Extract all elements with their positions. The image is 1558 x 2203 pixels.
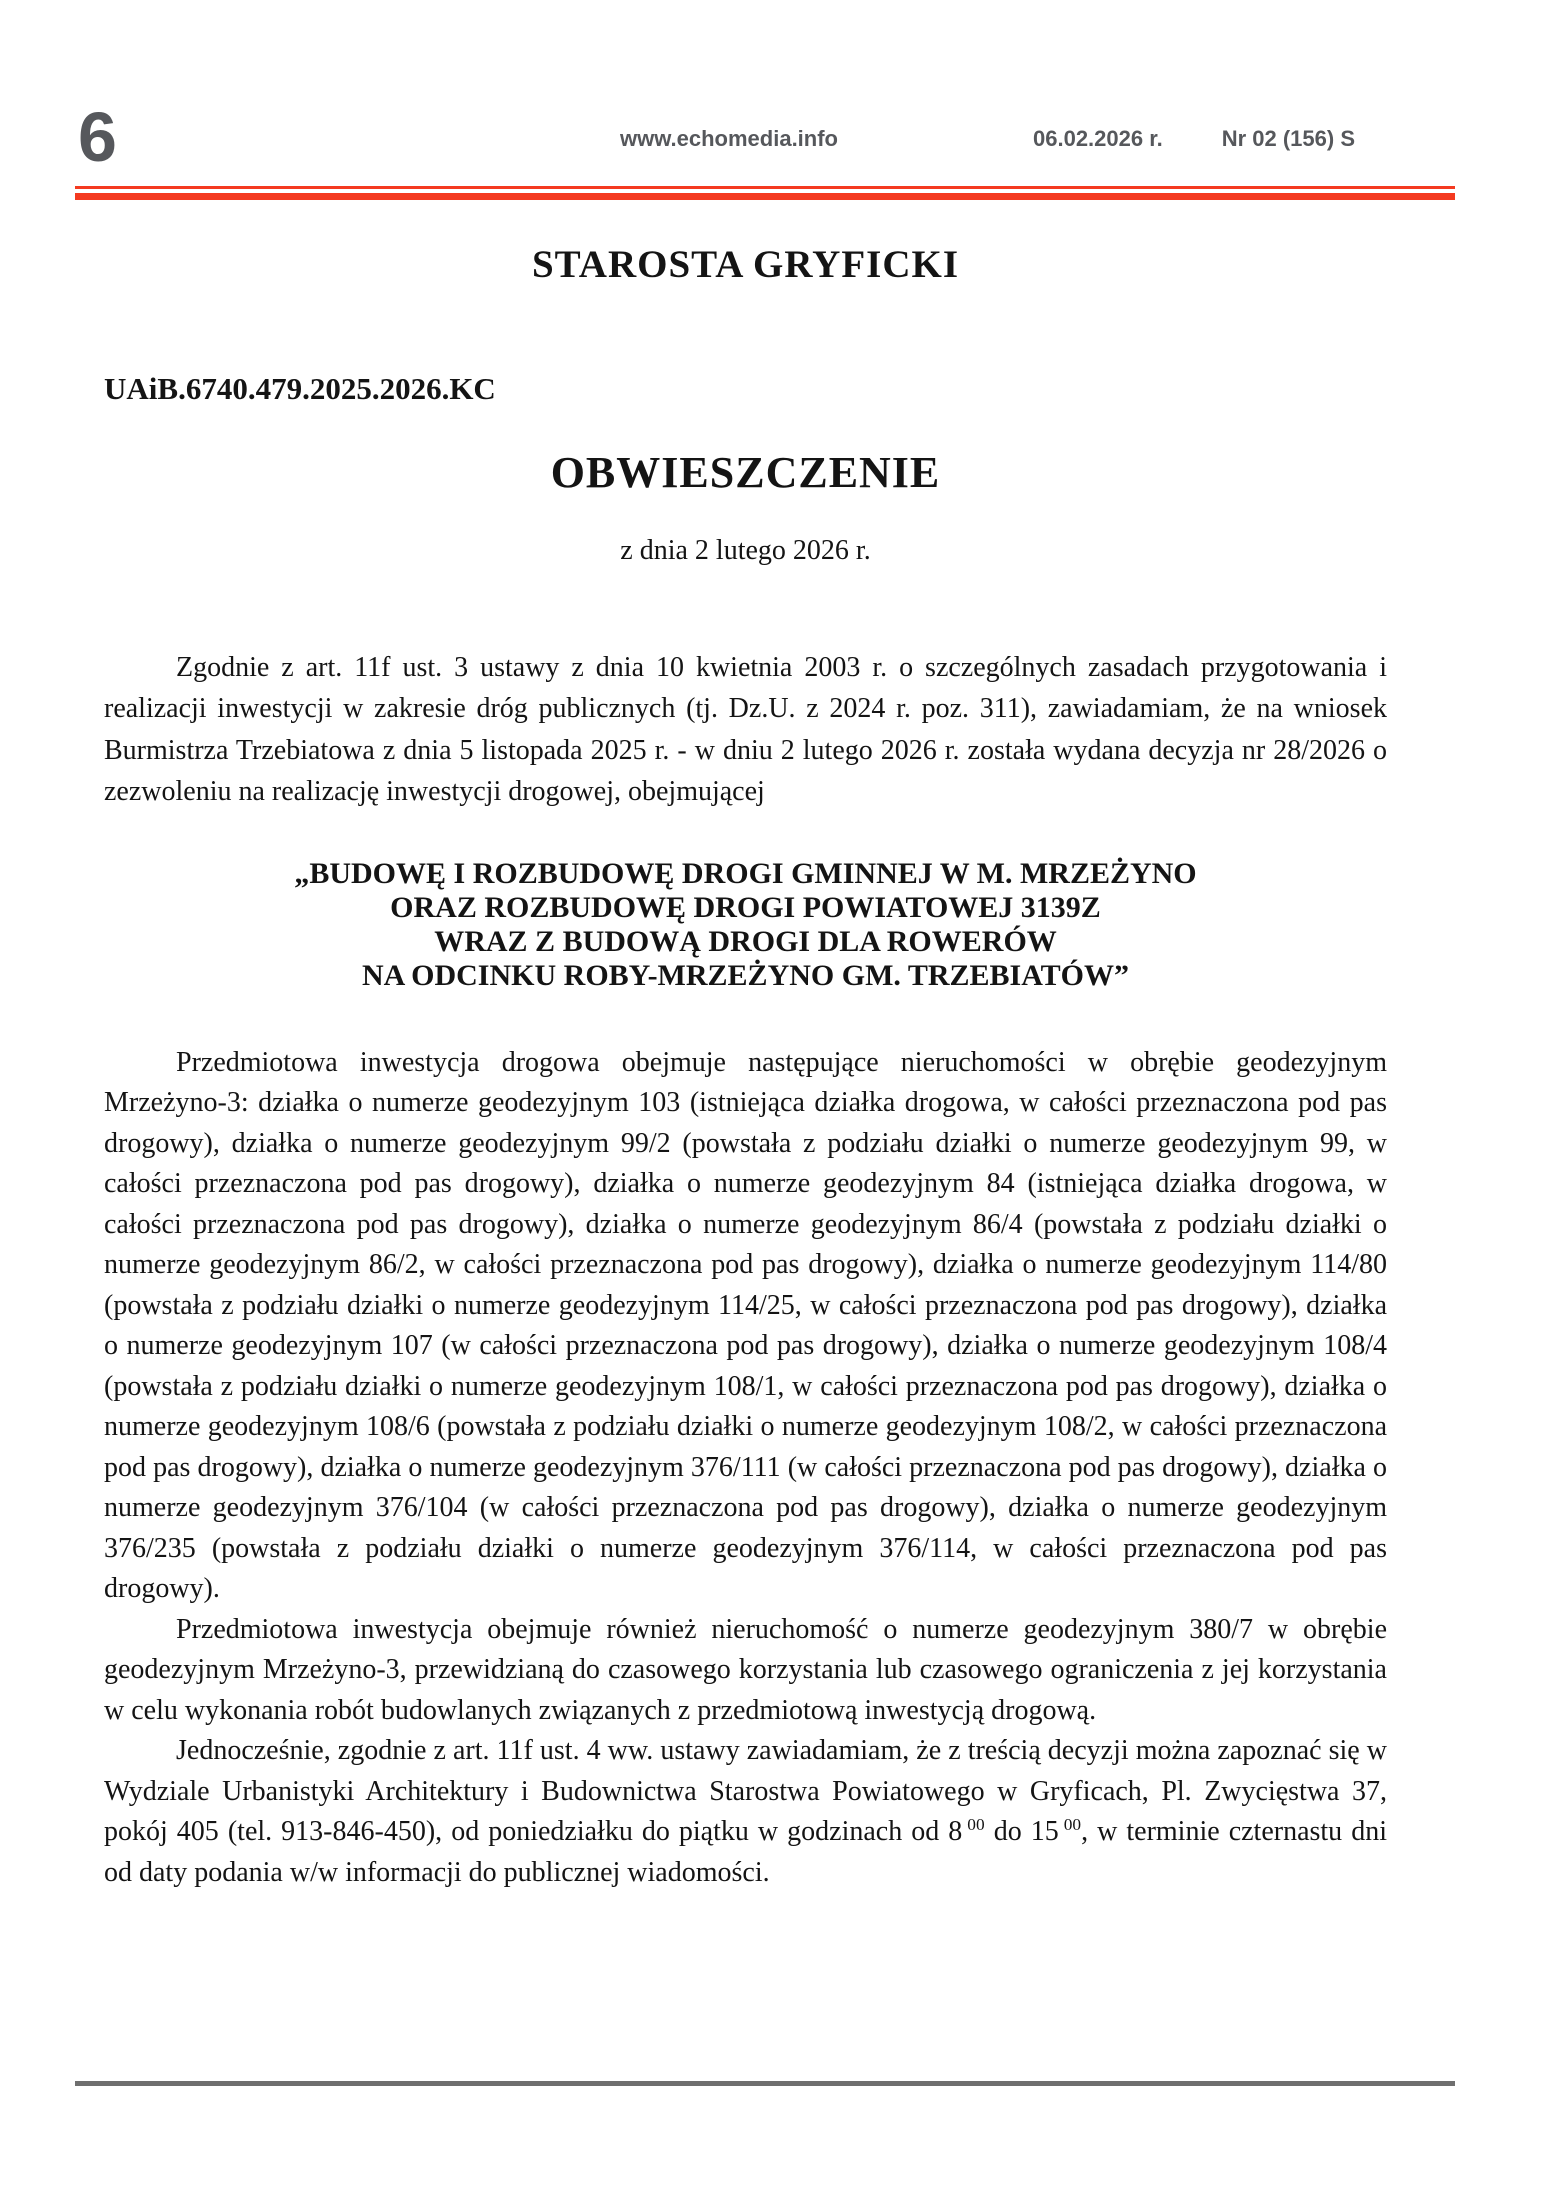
parcels-paragraph: Przedmiotowa inwestycja drogowa obejmuje następujące nieruchomości w obrębie geodezyjnym Mrzeżyno-3: działka o numerze geodezyjnym 103 (istniejąca działka drogowa, w całości przeznaczona pod pas drogowy), działka o numerze geodezyjnym 99/2 (powstała z podziału działki o numerze geodezyjnym 99, w całości przeznaczona pod pas drogowy), działka o numerze geodezyjnym 84 (istniejąca działka drogowa, w całości przeznaczona pod pas drogowy), działka o numerze geodezyjnym 86/4 (powstała z podziału działki o numerze geodezyjnym 86/2, w całości przeznaczona pod pas drogowy), działka o numerze geodezyjnym 114/80 (powstała z podziału działki o numerze geodezyjnym 114/25, w całości przeznaczona pod pas drogowy), działka o numerze geodezyjnym 107 (w całości przeznaczona pod pas drogowy), działka o numerze geodezyjnym 108/4 (powstała z podziału działki o numerze geodezyjnym 108/1, w całości przeznaczona pod pas drogowy), działka o numerze geodezyjnym 108/6 (powstała z podziału działki o numerze geodezyjnym 108/2, w całości przeznaczona pod pas drogowy), działka o numerze geodezyjnym 376/111 (w całości przeznaczona pod pas drogowy), działka o numerze geodezyjnym 376/104 (w całości przeznaczona pod pas drogowy), działka o numerze geodezyjnym 376/235 (powstała z podziału działki o numerze geodezyjnym 376/114, w całości przeznaczona pod pas drogowy). <box>104 1046 1387 1605</box>
subject-line: NA ODCINKU ROBY-MRZEŻYNO GM. TRZEBIATÓW” <box>361 958 1130 992</box>
temporary-use-paragraph: Przedmiotowa inwestycja obejmuje również nieruchomość o numerze geodezyjnym 380/7 w obrębie geodezyjnym Mrzeżyno-3, przewidzianą do czasowego korzystania lub czasowego ograniczenia z jej korzystania w celu wykonania robót budowlanych związanych z przedmiotową inwestycją drogową. <box>104 1613 1387 1726</box>
website-label: www.echomedia.info <box>620 126 838 151</box>
body-paragraphs <box>104 1043 1387 1894</box>
issue-info <box>1033 126 1355 152</box>
page-number: 6 <box>78 98 117 176</box>
announcement-document <box>104 242 1387 1893</box>
document-title: OBWIESZCZENIE <box>550 448 941 497</box>
case-number: UAiB.6740.479.2025.2026.KC <box>104 371 496 406</box>
header-red-rule <box>75 186 1455 200</box>
subject-line: „BUDOWĘ I ROZBUDOWĘ DROGI GMINNEJ W M. MRZEŻYNO <box>294 856 1197 890</box>
issue-number: Nr 02 (156) S <box>1221 126 1355 151</box>
intro-paragraph: Zgodnie z art. 11f ust. 3 ustawy z dnia 10 kwietnia 2003 r. o szczególnych zasadach przygotowania i realizacji inwestycji w zakresie dróg publicznych (tj. Dz.U. z 2024 r. poz. 311), zawiadamiam, że na wniosek Burmistrza Trzebiatowa z dnia 5 listopada 2025 r. - w dniu 2 lutego 2026 r. została wydana decyzja nr 28/2026 o zezwoleniu na realizację inwestycji drogowej, obejmującej <box>104 651 1387 808</box>
header-red-rule-thin <box>75 186 1455 189</box>
subject-block <box>104 857 1387 993</box>
hours-superscript-close: 00 <box>1063 1814 1082 1834</box>
footer-rule <box>75 2081 1455 2086</box>
final-paragraph-part3: , w terminie czternastu dni od daty podania w/w informacji do publicznej wiadomości. <box>104 1816 1387 1888</box>
final-paragraph-part2: do 15 <box>984 1816 1059 1848</box>
subject-line: ORAZ ROZBUDOWĘ DROGI POWIATOWEJ 3139Z <box>390 890 1101 924</box>
final-paragraph-part1: Jednocześnie, zgodnie z art. 11f ust. 4 ww. ustawy zawiadamiam, że z treścią decyzji można zapoznać się w Wydziale Urbanistyki Architektury i Budownictwa Starostwa Powiatowego w Gryficach, Pl. Zwycięstwa 37, pokój 405 (tel. 913-846-450), od poniedziałku do piątku w godzinach od 8 <box>104 1735 1387 1848</box>
authority-title: STAROSTA GRYFICKI <box>531 243 959 286</box>
document-date-line: z dnia 2 lutego 2026 r. <box>620 534 871 566</box>
header-red-rule-thick <box>75 193 1455 200</box>
hours-superscript-open: 00 <box>967 1814 985 1834</box>
issue-date: 06.02.2026 r. <box>1033 126 1163 151</box>
final-paragraph <box>104 1731 1387 1893</box>
subject-line: WRAZ Z BUDOWĄ DROGI DLA ROWERÓW <box>434 924 1057 958</box>
